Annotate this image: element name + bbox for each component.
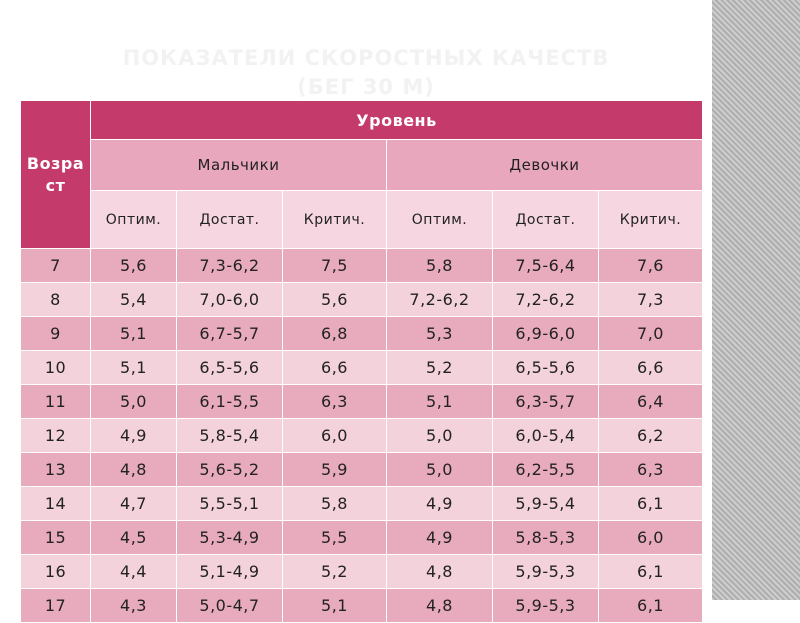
value-cell: 4,4: [91, 555, 177, 589]
value-cell: 5,6: [283, 283, 387, 317]
value-cell: 5,1: [387, 385, 493, 419]
value-cell: 6,1: [599, 487, 703, 521]
sub-header: Оптим.: [91, 191, 177, 249]
value-cell: 5,3-4,9: [177, 521, 283, 555]
value-cell: 6,0: [283, 419, 387, 453]
value-cell: 5,6-5,2: [177, 453, 283, 487]
value-cell: 6,4: [599, 385, 703, 419]
value-cell: 4,8: [387, 589, 493, 623]
value-cell: 6,1: [599, 589, 703, 623]
table-row: [21, 419, 703, 453]
sub-header: Критич.: [283, 191, 387, 249]
value-cell: 5,8-5,4: [177, 419, 283, 453]
value-cell: 4,5: [91, 521, 177, 555]
table-row: [21, 521, 703, 555]
value-cell: 5,5: [283, 521, 387, 555]
age-cell: 13: [21, 453, 91, 487]
value-cell: 5,2: [283, 555, 387, 589]
value-cell: 6,6: [599, 351, 703, 385]
value-cell: 6,2-5,5: [493, 453, 599, 487]
age-cell: 11: [21, 385, 91, 419]
value-cell: 5,1: [91, 351, 177, 385]
value-cell: 6,0: [599, 521, 703, 555]
value-cell: 6,3: [599, 453, 703, 487]
value-cell: 4,9: [387, 487, 493, 521]
value-cell: 5,1: [91, 317, 177, 351]
table-row: [21, 487, 703, 521]
speed-norms-table: [20, 100, 703, 623]
value-cell: 4,9: [387, 521, 493, 555]
value-cell: 6,6: [283, 351, 387, 385]
value-cell: 6,1: [599, 555, 703, 589]
value-cell: 4,7: [91, 487, 177, 521]
value-cell: 5,9-5,3: [493, 555, 599, 589]
age-cell: 8: [21, 283, 91, 317]
value-cell: 4,9: [91, 419, 177, 453]
value-cell: 5,4: [91, 283, 177, 317]
value-cell: 5,8-5,3: [493, 521, 599, 555]
value-cell: 6,9-6,0: [493, 317, 599, 351]
value-cell: 7,2-6,2: [387, 283, 493, 317]
value-cell: 5,9-5,4: [493, 487, 599, 521]
value-cell: 5,5-5,1: [177, 487, 283, 521]
value-cell: 6,1-5,5: [177, 385, 283, 419]
value-cell: 5,0: [387, 453, 493, 487]
value-cell: 7,3-6,2: [177, 249, 283, 283]
value-cell: 5,3: [387, 317, 493, 351]
boys-header: Мальчики: [91, 140, 387, 191]
value-cell: 6,0-5,4: [493, 419, 599, 453]
value-cell: 5,1: [283, 589, 387, 623]
table-row: [21, 317, 703, 351]
value-cell: 5,6: [91, 249, 177, 283]
value-cell: 5,8: [387, 249, 493, 283]
slide-title: ПОКАЗАТЕЛИ СКОРОСТНЫХ КАЧЕСТВ: [122, 46, 610, 70]
level-header: Уровень: [91, 101, 703, 140]
value-cell: 4,8: [387, 555, 493, 589]
value-cell: 5,0: [91, 385, 177, 419]
value-cell: 7,0-6,0: [177, 283, 283, 317]
table-row: [21, 249, 703, 283]
sub-header: Достат.: [493, 191, 599, 249]
value-cell: 5,9-5,3: [493, 589, 599, 623]
value-cell: 6,5-5,6: [493, 351, 599, 385]
age-cell: 9: [21, 317, 91, 351]
girls-header: Девочки: [387, 140, 703, 191]
table-row: [21, 555, 703, 589]
value-cell: 4,8: [91, 453, 177, 487]
value-cell: 6,7-5,7: [177, 317, 283, 351]
table-row: [21, 351, 703, 385]
value-cell: 6,3: [283, 385, 387, 419]
sub-header: Оптим.: [387, 191, 493, 249]
value-cell: 7,6: [599, 249, 703, 283]
value-cell: 5,9: [283, 453, 387, 487]
age-header: Возра ст: [21, 101, 91, 249]
value-cell: 6,8: [283, 317, 387, 351]
value-cell: 7,0: [599, 317, 703, 351]
value-cell: 5,1-4,9: [177, 555, 283, 589]
side-stripe: [712, 0, 800, 600]
value-cell: 6,5-5,6: [177, 351, 283, 385]
value-cell: 5,2: [387, 351, 493, 385]
value-cell: 6,2: [599, 419, 703, 453]
value-cell: 5,8: [283, 487, 387, 521]
age-cell: 7: [21, 249, 91, 283]
value-cell: 7,5-6,4: [493, 249, 599, 283]
table-row: [21, 385, 703, 419]
sub-header: Достат.: [177, 191, 283, 249]
table-row: [21, 283, 703, 317]
age-cell: 10: [21, 351, 91, 385]
value-cell: 5,0: [387, 419, 493, 453]
value-cell: 7,5: [283, 249, 387, 283]
sub-header: Критич.: [599, 191, 703, 249]
value-cell: 4,3: [91, 589, 177, 623]
age-cell: 15: [21, 521, 91, 555]
age-cell: 12: [21, 419, 91, 453]
value-cell: 5,0-4,7: [177, 589, 283, 623]
value-cell: 7,3: [599, 283, 703, 317]
age-cell: 14: [21, 487, 91, 521]
table-row: [21, 589, 703, 623]
value-cell: 7,2-6,2: [493, 283, 599, 317]
age-cell: 17: [21, 589, 91, 623]
table-row: [21, 453, 703, 487]
value-cell: 6,3-5,7: [493, 385, 599, 419]
slide-subtitle: (БЕГ 30 М): [297, 75, 435, 99]
age-cell: 16: [21, 555, 91, 589]
